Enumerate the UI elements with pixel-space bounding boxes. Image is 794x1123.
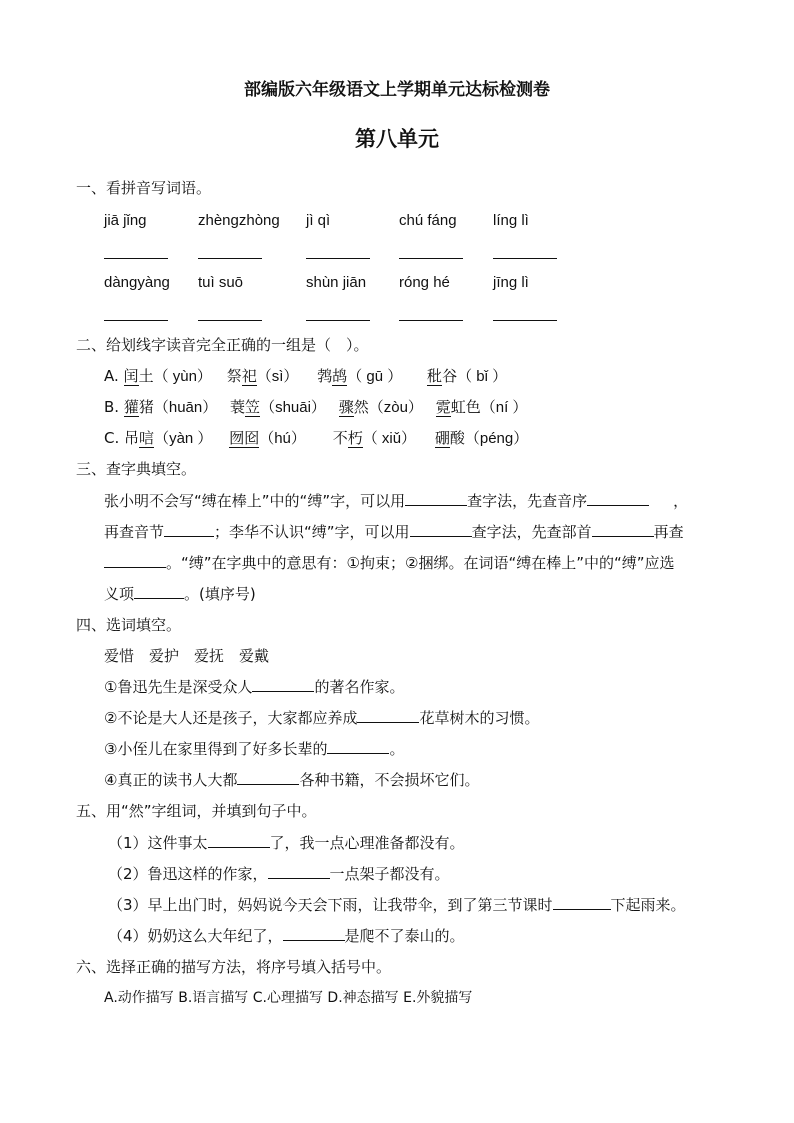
fill-sentence-4 xyxy=(104,770,479,790)
answer-line[interactable] xyxy=(399,320,463,321)
fill-sentence-3 xyxy=(104,739,404,759)
pinyin-note: （ xiǔ） xyxy=(362,430,417,447)
pinyin-note: （hú） xyxy=(259,430,306,447)
fill-blank[interactable] xyxy=(208,833,270,848)
ran-sentence-4 xyxy=(108,926,465,946)
word-bank: 爱惜 爱护 爱抚 爱戴 xyxy=(104,647,270,665)
pinyin-note: （péng） xyxy=(464,430,529,447)
underlined-char: 闰 xyxy=(123,367,139,385)
answer-line[interactable] xyxy=(493,258,557,259)
pinyin-2-2: tuì suō xyxy=(198,274,244,291)
text-fragment: ①鲁迅先生是深受众人 xyxy=(104,678,253,696)
section3-heading: 三、查字典填空。 xyxy=(76,460,197,478)
fill-blank[interactable] xyxy=(405,491,467,506)
text-fragment: ；李华不认识“缚”字，可以用 xyxy=(214,523,410,541)
pinyin-2-1: dàngyàng xyxy=(104,274,170,291)
pinyin-note: （ bǐ ） xyxy=(457,368,508,385)
option-label: A. xyxy=(104,367,119,385)
fill-sentence-1 xyxy=(104,677,404,697)
description-options: A.动作描写 B.语言描写 C.心理描写 D.神态描写 E.外貌描写 xyxy=(104,990,473,1006)
text-fragment: 下起雨来。 xyxy=(610,896,686,914)
underlined-char: 笠 xyxy=(245,398,261,416)
fill-blank[interactable] xyxy=(357,708,419,723)
underlined-char: 硼 xyxy=(434,429,450,447)
pinyin-note: （shuāi） xyxy=(260,399,326,416)
answer-line[interactable] xyxy=(306,258,370,259)
underlined-char: 朽 xyxy=(347,429,363,447)
text-fragment: 一点架子都没有。 xyxy=(329,865,450,883)
section1-heading: 一、看拼音写词语。 xyxy=(76,179,212,197)
option-b[interactable] xyxy=(104,397,527,418)
text-fragment: 。(填序号) xyxy=(184,585,256,603)
section4-heading: 四、选词填空。 xyxy=(76,616,182,634)
text-fragment: 。“缚”在字典中的意思有：①拘束；②捆绑。在词语“缚在棒上”中的“缚”应选 xyxy=(166,554,675,572)
text-fragment: 再查音节 xyxy=(104,523,165,541)
word-rest: 祭 xyxy=(226,367,242,385)
pinyin-2-4: róng hé xyxy=(399,274,450,291)
pinyin-note: （zòu） xyxy=(368,399,423,416)
ran-sentence-3 xyxy=(108,895,686,915)
word-rest: 猪 xyxy=(138,398,154,416)
text-fragment: 。 xyxy=(389,740,405,758)
text-fragment: 各种书籍，不会损坏它们。 xyxy=(299,771,480,789)
word-rest: 土 xyxy=(138,367,154,385)
fill-blank[interactable] xyxy=(327,739,389,754)
word-rest: 酸 xyxy=(449,429,465,447)
fill-blank[interactable] xyxy=(283,926,345,941)
underlined-char: 祀 xyxy=(241,367,257,385)
fill-blank[interactable] xyxy=(252,677,314,692)
text-fragment: ③小侄儿在家里得到了好多长辈的 xyxy=(104,740,328,758)
answer-line[interactable] xyxy=(104,258,168,259)
underlined-char: 囫囵 xyxy=(229,429,260,447)
text-fragment: 的著名作家。 xyxy=(314,678,405,696)
pinyin-2-5: jīng lì xyxy=(493,274,529,291)
text-fragment: ， xyxy=(673,492,689,510)
text-fragment: 查字法，先查部首 xyxy=(471,523,592,541)
text-fragment: 义项 xyxy=(104,585,135,603)
pinyin-1-5: líng lì xyxy=(493,212,529,229)
word-rest: 蓑 xyxy=(230,398,246,416)
fill-blank[interactable] xyxy=(134,584,184,599)
pinyin-1-4: chú fáng xyxy=(399,212,457,229)
pinyin-note: （huān） xyxy=(153,399,218,416)
option-label: C. xyxy=(104,429,120,447)
answer-line[interactable] xyxy=(104,320,168,321)
pinyin-note: （ gū ） xyxy=(347,368,403,385)
text-fragment: 张小明不会写“缚在棒上”中的“缚”字，可以用 xyxy=(104,492,406,510)
fill-blank[interactable] xyxy=(410,522,472,537)
fill-blank[interactable] xyxy=(592,522,654,537)
text-fragment: 花草树木的习惯。 xyxy=(419,709,540,727)
word-rest: 鹁 xyxy=(317,367,333,385)
pinyin-note: （ní ） xyxy=(480,399,528,416)
document-title: 部编版六年级语文上学期单元达标检测卷 xyxy=(244,80,550,100)
underlined-char: 骤 xyxy=(338,398,354,416)
fill-blank[interactable] xyxy=(268,864,330,879)
fill-blank[interactable] xyxy=(553,895,611,910)
fill-blank[interactable] xyxy=(104,553,166,568)
text-fragment: （4）奶奶这么大年纪了， xyxy=(108,927,283,945)
pinyin-1-1: jiā jǐng xyxy=(104,212,147,229)
word-rest: 吊 xyxy=(124,429,140,447)
fill-sentence-2 xyxy=(104,708,539,728)
text-fragment: 是爬不了泰山的。 xyxy=(344,927,465,945)
underlined-char: 霓 xyxy=(435,398,451,416)
section6-heading: 六、选择正确的描写方法，将序号填入括号中。 xyxy=(76,958,392,976)
word-rest: 然 xyxy=(353,398,369,416)
underlined-char: 唁 xyxy=(139,429,155,447)
underlined-char: 鸪 xyxy=(332,367,348,385)
answer-line[interactable] xyxy=(198,258,262,259)
answer-line[interactable] xyxy=(198,320,262,321)
text-fragment: 了，我一点心理准备都没有。 xyxy=(269,834,465,852)
answer-line[interactable] xyxy=(493,320,557,321)
pinyin-note: （sì） xyxy=(256,368,299,385)
text-fragment: ②不论是大人还是孩子，大家都应养成 xyxy=(104,709,358,727)
option-label: B. xyxy=(104,398,120,416)
text-fragment: ④真正的读书人大都 xyxy=(104,771,238,789)
answer-line[interactable] xyxy=(399,258,463,259)
section5-heading: 五、用“然”字组词，并填到句子中。 xyxy=(76,802,317,820)
fill-blank[interactable] xyxy=(164,522,214,537)
pinyin-1-2: zhèngzhòng xyxy=(198,212,280,229)
underlined-char: 獾 xyxy=(123,398,139,416)
fill-blank[interactable] xyxy=(237,770,299,785)
word-rest: 虹色 xyxy=(450,398,481,416)
pinyin-1-3: jì qì xyxy=(306,212,331,229)
text-fragment: （2）鲁迅这样的作家， xyxy=(108,865,268,883)
text-fragment: 再查 xyxy=(653,523,684,541)
text-fragment: （1）这件事太 xyxy=(108,834,208,852)
dictionary-line-4 xyxy=(104,584,256,604)
dictionary-line-2 xyxy=(104,522,684,542)
answer-line[interactable] xyxy=(306,320,370,321)
text-fragment: 查字法，先查音序 xyxy=(467,492,588,510)
ran-sentence-1 xyxy=(108,833,465,853)
ran-sentence-2 xyxy=(108,864,450,884)
option-a[interactable] xyxy=(104,366,507,387)
dictionary-line-3 xyxy=(104,553,675,573)
pinyin-note: （ yùn） xyxy=(153,368,212,385)
pinyin-2-3: shùn jiān xyxy=(306,274,367,291)
word-rest: 谷 xyxy=(442,367,458,385)
fill-blank[interactable] xyxy=(587,491,649,506)
unit-title: 第八单元 xyxy=(355,127,439,151)
dictionary-line-1 xyxy=(104,491,688,511)
pinyin-note: （yàn ） xyxy=(154,430,213,447)
option-c[interactable] xyxy=(104,428,528,449)
word-rest: 不 xyxy=(332,429,348,447)
underlined-char: 秕 xyxy=(427,367,443,385)
section2-heading: 二、给划线字读音完全正确的一组是（ ）。 xyxy=(76,336,369,354)
text-fragment: （3）早上出门时，妈妈说今天会下雨，让我带伞，到了第三节课时 xyxy=(108,896,553,914)
